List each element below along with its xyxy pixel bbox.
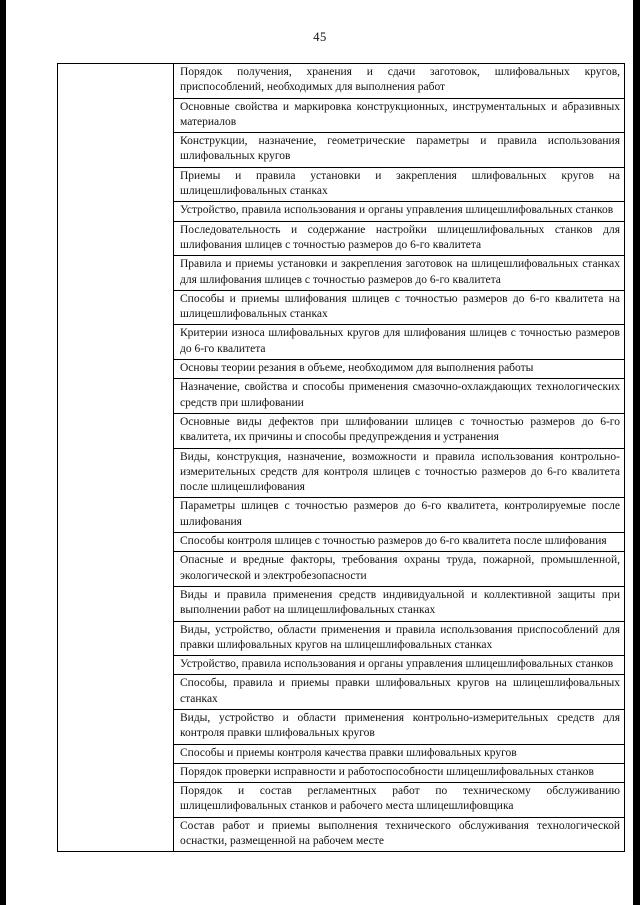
table-row	[174, 64, 624, 99]
scan-edge-right	[633, 0, 640, 905]
page-number: 45	[313, 30, 327, 44]
table-row	[174, 291, 624, 326]
table-row	[174, 449, 624, 499]
table-row	[174, 656, 624, 675]
row-text: Виды, конструкция, назначение, возможности и правила использования контрольно-измерительных средств для контроля шлицев с точностью размеров до 6-го квалитета после шлицешлифования	[180, 450, 620, 494]
table-row	[174, 818, 624, 852]
table-row	[174, 622, 624, 657]
row-text: Способы контроля шлицев с точностью размеров до 6-го квалитета после шлифования	[180, 535, 607, 548]
row-text: Состав работ и приемы выполнения технического обслуживания технологической оснастки, размещенной на рабочем месте	[180, 819, 620, 848]
table-row	[174, 379, 624, 414]
table-row	[174, 99, 624, 134]
row-text: Основные свойства и маркировка конструкционных, инструментальных и абразивных материалов	[180, 100, 620, 128]
table-row	[174, 202, 624, 221]
row-text: Устройство, правила использования и органы управления шлицешлифовальных станков	[180, 204, 614, 217]
table-row	[174, 168, 624, 203]
table-row	[174, 325, 624, 360]
row-text: Приемы и правила установки и закрепления шлифовальных кругов на шлицешлифовальных станках	[180, 169, 620, 198]
row-text: Порядок проверки исправности и работоспособности шлицешлифовальных станков	[180, 765, 594, 778]
row-text: Способы и приемы контроля качества правки шлифовальных кругов	[180, 746, 517, 759]
row-text: Последовательность и содержание настройки шлицешлифовальных станков для шлифования шлицев с точностью размеров до 6-го квалитета	[180, 223, 620, 251]
table-row	[174, 710, 624, 745]
table-row	[174, 783, 624, 818]
table-rows-container	[174, 64, 624, 851]
row-text: Виды и правила применения средств индивидуальной и коллективной защиты при выполнении работ на шлицешлифовальных станках	[180, 588, 620, 617]
row-text: Способы, правила и приемы правки шлифовальных кругов на шлицешлифовальных станках	[180, 677, 620, 705]
table-row	[174, 587, 624, 622]
knowledge-table	[57, 63, 625, 852]
table-row	[174, 552, 624, 587]
row-text: Порядок и состав регламентных работ по техническому обслуживанию шлицешлифовальных станков и рабочего места шлицешлифовщика	[180, 785, 620, 813]
row-text: Основные виды дефектов при шлифовании шлицев с точностью размеров до 6-го квалитета, их причины и способы предупреждения и устранения	[180, 415, 620, 444]
row-text: Порядок получения, хранения и сдачи заготовок, шлифовальных кругов, приспособлений, необходимых для выполнения работ	[180, 66, 620, 94]
table-row	[174, 675, 624, 710]
row-text: Правила и приемы установки и закрепления заготовок на шлицешлифовальных станках для шлифования шлицев с точностью размеров до 6-го квалитета	[180, 258, 620, 286]
table-row	[174, 360, 624, 379]
row-text: Параметры шлицев с точностью размеров до 6-го квалитета, контролируемые после шлифования	[180, 500, 620, 528]
row-text: Конструкции, назначение, геометрические параметры и правила использования шлифовальных кругов	[180, 135, 620, 163]
table-row	[174, 133, 624, 168]
row-text: Виды, устройство, области применения и правила использования приспособлений для правки шлифовальных кругов на шлицешлифовальных станках	[180, 623, 620, 651]
row-text: Виды, устройство и области применения контрольно-измерительных средств для контроля правки шлифовальных кругов	[180, 711, 620, 740]
table-row	[174, 745, 624, 764]
table-row	[174, 533, 624, 552]
row-text: Назначение, свойства и способы применения смазочно-охлаждающих технологических средств при шлифовании	[180, 381, 620, 409]
table-row	[174, 222, 624, 257]
row-text: Опасные и вредные факторы, требования охраны труда, пожарной, промышленной, экологической и электробезопасности	[180, 554, 620, 582]
row-text: Основы теории резания в объеме, необходимом для выполнения работы	[180, 362, 534, 375]
scan-edge-left	[0, 0, 6, 905]
table-row	[174, 256, 624, 291]
row-text: Способы и приемы шлифования шлицев с точностью размеров до 6-го квалитета на шлицешлифовальных станках	[180, 292, 620, 321]
row-text: Критерии износа шлифовальных кругов для шлифования шлицев с точностью размеров до 6-го квалитета	[180, 327, 620, 355]
table-row	[174, 764, 624, 783]
table-row	[174, 498, 624, 533]
table-row	[174, 414, 624, 449]
table-left-column	[58, 64, 174, 851]
row-text: Устройство, правила использования и органы управления шлицешлифовальных станков	[180, 658, 614, 671]
